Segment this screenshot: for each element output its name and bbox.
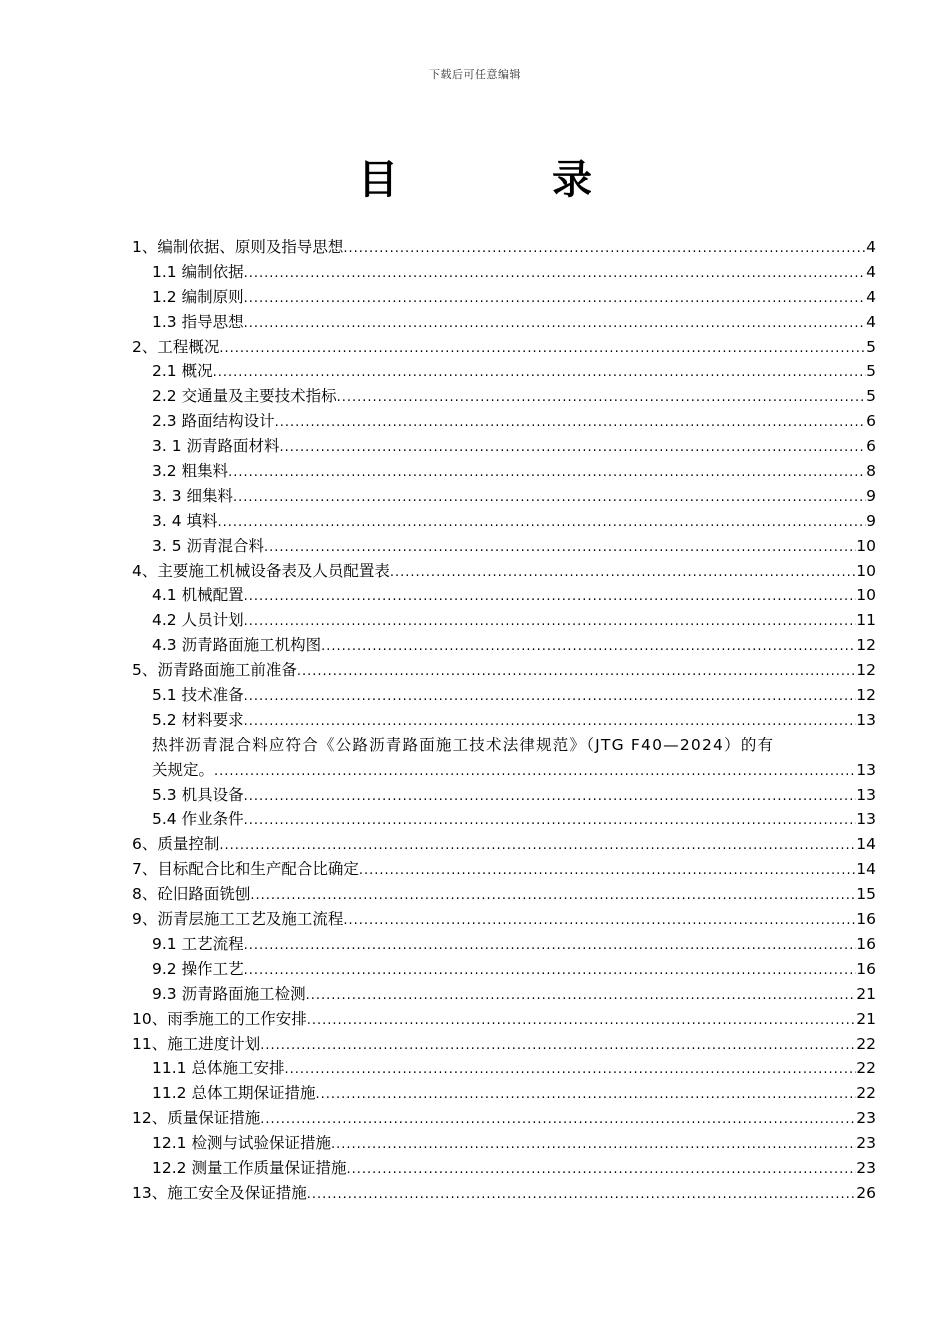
- toc-entry-label: 12.1 检测与试验保证措施: [152, 1134, 331, 1153]
- toc-entry-label: 3. 3 细集料: [152, 486, 234, 505]
- toc-dot-leader: [244, 312, 867, 337]
- toc-page-number: 12: [856, 661, 876, 680]
- toc-dot-leader: [260, 1108, 856, 1133]
- toc-page-number: 22: [856, 1059, 876, 1078]
- toc-dot-leader: [264, 536, 856, 561]
- toc-entry-label: 12.2 测量工作质量保证措施: [152, 1158, 347, 1177]
- toc-entry-label: 8、砼旧路面铣刨: [132, 885, 251, 904]
- toc-entry[interactable]: [132, 359, 876, 384]
- toc-dot-leader: [244, 585, 857, 610]
- toc-dot-leader: [359, 859, 856, 884]
- toc-entry-label: 9、沥青层施工工艺及施工流程: [132, 910, 344, 929]
- toc-entry-label: 4.1 机械配置: [152, 586, 244, 605]
- toc-entry[interactable]: [132, 857, 876, 882]
- toc-entry[interactable]: [132, 733, 876, 783]
- toc-dot-leader: [343, 237, 866, 262]
- toc-page-number: 10: [856, 536, 876, 555]
- toc-entry-label: 7、目标配合比和生产配合比确定: [132, 860, 359, 879]
- toc-entry-label: 5.2 材料要求: [152, 710, 244, 729]
- toc-entry[interactable]: [132, 957, 876, 982]
- toc-dot-leader: [250, 884, 856, 909]
- toc-entry-label: 13、施工安全及保证措施: [132, 1183, 307, 1202]
- toc-entry-label: 2、工程概况: [132, 337, 220, 356]
- toc-entry-label: 5.4 作业条件: [152, 810, 244, 829]
- toc-entry-label: 12、质量保证措施: [132, 1109, 261, 1128]
- toc-page-number: 11: [856, 611, 876, 630]
- toc-dot-leader: [275, 411, 867, 436]
- toc-entry-label: 3. 5 沥青混合料: [152, 536, 265, 555]
- toc-page-number: 5: [866, 337, 876, 356]
- toc-entry-label: 1、编制依据、原则及指导思想: [132, 238, 344, 256]
- toc-dot-leader: [260, 1034, 856, 1059]
- toc-entry[interactable]: [132, 335, 876, 360]
- toc-entry-label: 11.2 总体工期保证措施: [152, 1084, 316, 1103]
- toc-page-number: 12: [856, 636, 876, 655]
- toc-page-number: 14: [856, 860, 876, 879]
- toc-page-number: 13: [856, 760, 876, 779]
- toc-page-number: 16: [856, 910, 876, 929]
- toc-page-number: 22: [856, 1084, 876, 1103]
- toc-dot-leader: [213, 361, 867, 386]
- toc-dot-leader: [343, 909, 856, 934]
- toc-dot-leader: [214, 760, 856, 785]
- toc-page-number: 13: [856, 785, 876, 804]
- toc-dot-leader: [219, 337, 866, 362]
- toc-page-number: 16: [856, 934, 876, 953]
- toc-page-number: 4: [866, 238, 876, 256]
- toc-entry-label: 11、施工进度计划: [132, 1034, 261, 1053]
- toc-entry[interactable]: [132, 534, 876, 559]
- toc-dot-leader: [244, 809, 857, 834]
- toc-entry-label: 5.3 机具设备: [152, 785, 244, 804]
- toc-entry[interactable]: [132, 285, 876, 310]
- toc-page-number: 9: [866, 486, 876, 505]
- toc-entry-label: 2.2 交通量及主要技术指标: [152, 387, 337, 406]
- toc-dot-leader: [244, 959, 857, 984]
- toc-entry[interactable]: [132, 683, 876, 708]
- toc-dot-leader: [218, 511, 867, 536]
- toc-dot-leader: [244, 710, 857, 735]
- toc-dot-leader: [280, 436, 867, 461]
- toc-entry[interactable]: [132, 1106, 876, 1131]
- toc-entry-label: 2.3 路面结构设计: [152, 412, 275, 431]
- toc-entry-label: 4.3 沥青路面施工机构图: [152, 636, 322, 655]
- toc-entry[interactable]: [132, 982, 876, 1007]
- toc-page-number: 12: [856, 686, 876, 705]
- toc-entry[interactable]: [132, 1007, 876, 1032]
- toc-page-number: 6: [866, 412, 876, 431]
- toc-page-number: 9: [866, 511, 876, 530]
- toc-page-number: 22: [856, 1034, 876, 1053]
- toc-entry[interactable]: [132, 1156, 876, 1181]
- toc-dot-leader: [315, 1083, 856, 1108]
- toc-dot-leader: [307, 1183, 857, 1208]
- toc-dot-leader: [346, 1158, 856, 1183]
- toc-entry-label: 3.2 粗集料: [152, 462, 229, 481]
- toc-dot-leader: [244, 287, 867, 312]
- toc-page-number: 23: [856, 1158, 876, 1177]
- toc-page-number: 8: [866, 462, 876, 481]
- toc-page-number: 21: [856, 1009, 876, 1028]
- toc-dot-leader: [307, 1009, 857, 1034]
- toc-entry[interactable]: [132, 932, 876, 957]
- toc-entry[interactable]: [132, 1131, 876, 1156]
- toc-dot-leader: [244, 785, 857, 810]
- toc-page-number: 14: [856, 835, 876, 854]
- toc-entry[interactable]: [132, 1056, 876, 1081]
- toc-dot-leader: [244, 610, 857, 635]
- toc-dot-leader: [306, 984, 857, 1009]
- toc-dot-leader: [297, 660, 856, 685]
- toc-page-number: 26: [856, 1183, 876, 1202]
- toc-entry-label: 5、沥青路面施工前准备: [132, 661, 297, 680]
- toc-entry-label: 9.3 沥青路面施工检测: [152, 984, 306, 1003]
- toc-page-number: 5: [866, 387, 876, 406]
- toc-page-number: 15: [856, 885, 876, 904]
- toc-page-number: 13: [856, 810, 876, 829]
- toc-entry-label: 3. 4 填料: [152, 511, 218, 530]
- toc-entry-label: 1.2 编制原则: [152, 287, 244, 306]
- toc-dot-leader: [331, 1133, 856, 1158]
- table-of-contents: [132, 235, 876, 1206]
- toc-dot-leader: [244, 262, 867, 287]
- toc-dot-leader: [219, 834, 856, 859]
- toc-entry[interactable]: [132, 783, 876, 808]
- toc-entry-label: 10、雨季施工的工作安排: [132, 1009, 307, 1028]
- toc-dot-leader: [321, 635, 856, 660]
- toc-entry[interactable]: [132, 1081, 876, 1106]
- page-header-note: 下载后可任意编辑: [429, 68, 521, 81]
- toc-page-number: 4: [866, 262, 876, 281]
- toc-page-number: 13: [856, 710, 876, 729]
- toc-entry[interactable]: [132, 434, 876, 459]
- toc-entry[interactable]: [132, 1032, 876, 1057]
- toc-dot-leader: [284, 1058, 856, 1083]
- toc-page-number: 23: [856, 1109, 876, 1128]
- toc-entry-label: 热拌沥青混合料应符合《公路沥青路面施工技术法律规范》（JTG F40—2024）的有: [152, 735, 775, 754]
- toc-dot-leader: [244, 934, 857, 959]
- toc-page-number: 5: [866, 362, 876, 381]
- toc-entry-label: 1.3 指导思想: [152, 312, 244, 331]
- toc-page-number: 6: [866, 437, 876, 456]
- toc-entry-label: 11.1 总体施工安排: [152, 1059, 285, 1078]
- toc-entry-label: 1.1 编制依据: [152, 262, 244, 281]
- toc-entry-label: 5.1 技术准备: [152, 686, 244, 705]
- toc-entry[interactable]: [132, 509, 876, 534]
- toc-entry-label-continued: 关规定。: [152, 760, 215, 779]
- toc-entry[interactable]: [132, 633, 876, 658]
- toc-entry[interactable]: [132, 484, 876, 509]
- toc-entry[interactable]: [132, 384, 876, 409]
- toc-page-number: 23: [856, 1134, 876, 1153]
- toc-entry[interactable]: [132, 907, 876, 932]
- toc-entry[interactable]: [132, 807, 876, 832]
- toc-entry-label: 4、主要施工机械设备表及人员配置表: [132, 561, 390, 580]
- toc-dot-leader: [244, 685, 857, 710]
- toc-entry[interactable]: [132, 608, 876, 633]
- toc-entry-label: 4.2 人员计划: [152, 611, 244, 630]
- toc-page-number: 4: [866, 287, 876, 306]
- toc-entry[interactable]: [132, 459, 876, 484]
- toc-entry[interactable]: [132, 559, 876, 584]
- toc-entry-label: 9.1 工艺流程: [152, 934, 244, 953]
- toc-entry[interactable]: [132, 658, 876, 683]
- toc-dot-leader: [228, 461, 866, 486]
- toc-entry-label: 2.1 概况: [152, 362, 213, 381]
- toc-page-number: 10: [856, 586, 876, 605]
- document-title: 目 录: [358, 156, 662, 203]
- toc-entry[interactable]: [132, 882, 876, 907]
- toc-dot-leader: [390, 561, 856, 586]
- toc-entry-label: 3. 1 沥青路面材料: [152, 437, 280, 456]
- toc-entry[interactable]: [132, 235, 876, 260]
- toc-dot-leader: [337, 386, 867, 411]
- toc-entry[interactable]: [132, 310, 876, 335]
- toc-entry-label: 6、质量控制: [132, 835, 220, 854]
- toc-entry[interactable]: [132, 409, 876, 434]
- toc-dot-leader: [233, 486, 866, 511]
- toc-entry[interactable]: [132, 260, 876, 285]
- toc-page-number: 21: [856, 984, 876, 1003]
- toc-entry[interactable]: [132, 1181, 876, 1206]
- toc-entry-label: 9.2 操作工艺: [152, 959, 244, 978]
- toc-page-number: 16: [856, 959, 876, 978]
- toc-page-number: 10: [856, 561, 876, 580]
- toc-entry[interactable]: [132, 708, 876, 733]
- toc-page-number: 4: [866, 312, 876, 331]
- toc-entry[interactable]: [132, 832, 876, 857]
- toc-entry[interactable]: [132, 583, 876, 608]
